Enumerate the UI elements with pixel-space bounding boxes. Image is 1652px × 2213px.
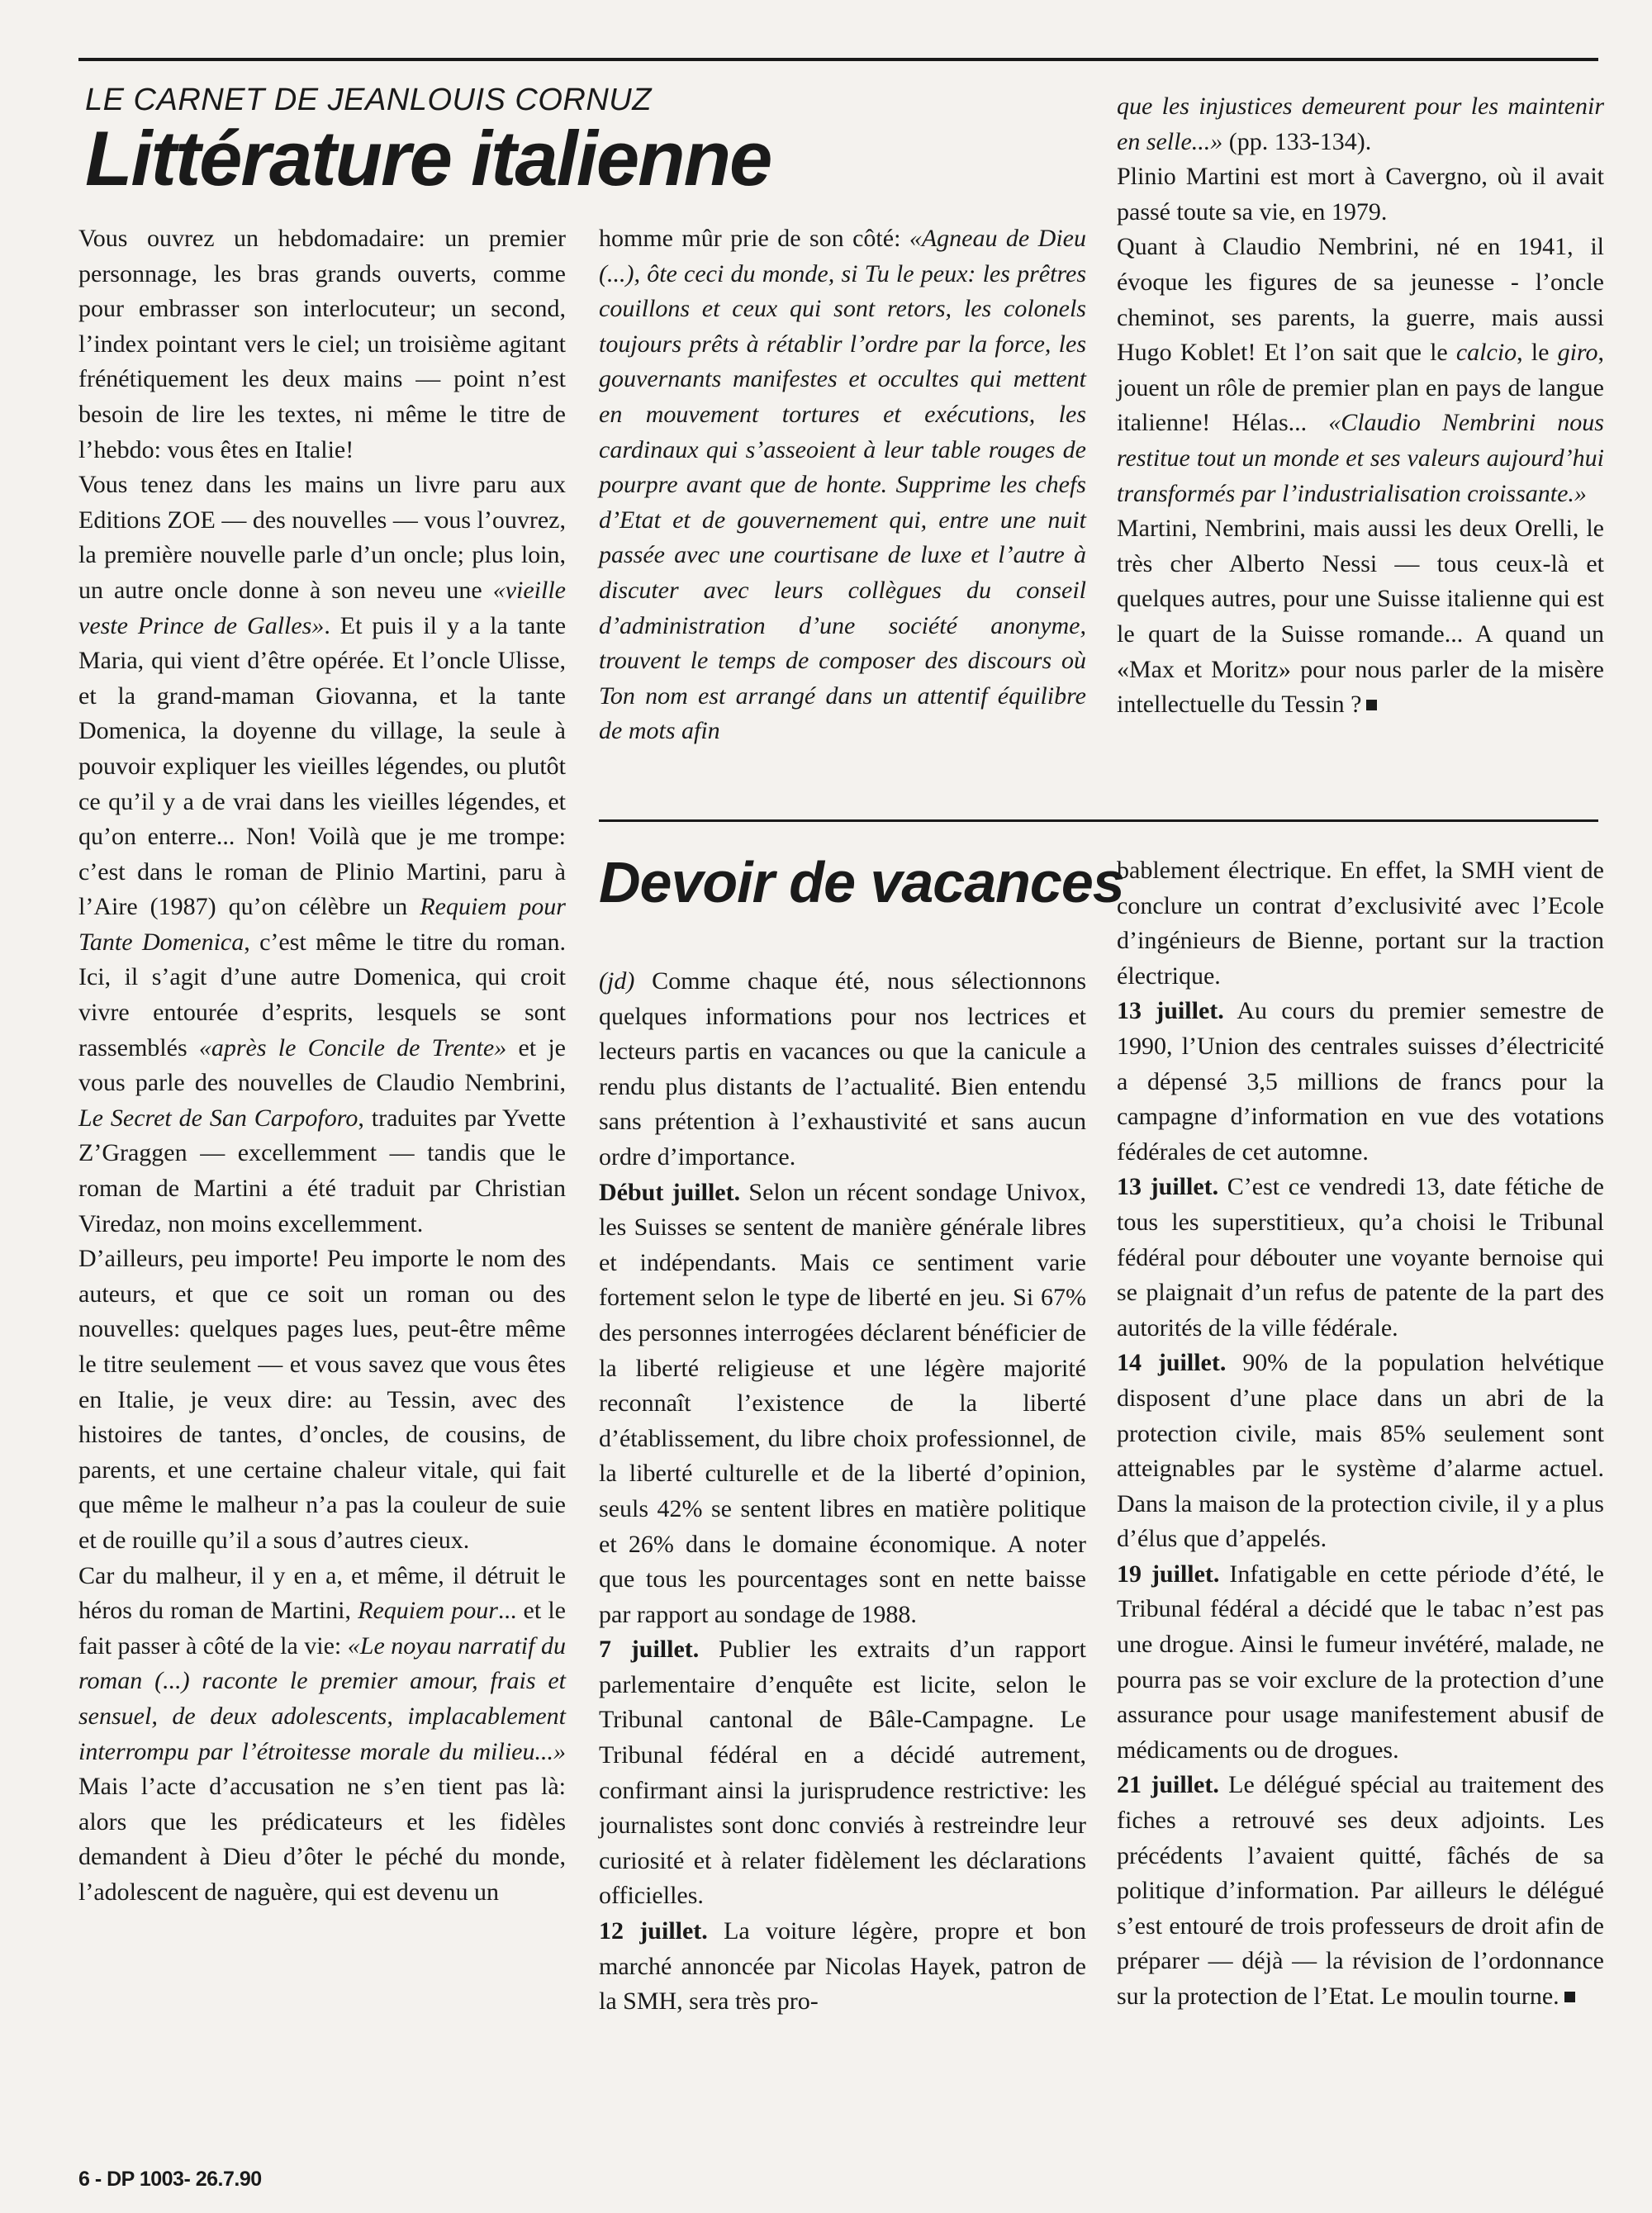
article1-column-2 xyxy=(599,221,1086,749)
text-run: (pp. 133-134). xyxy=(1222,127,1372,155)
article2-column-1 xyxy=(599,964,1086,2020)
quote: «vieille veste Prince de Galles» xyxy=(78,576,566,639)
text-run: 90% de la population helvétique disposent d’une place dans un abri de la protection civile, mais 85% seulement sont atteignables par le système d’alarme actuel. Dans la maison de la protection civile, il y a plus d’élus que d’appelés. xyxy=(1117,1349,1604,1553)
text-run: Infatigable en cette période d’été, le Tribunal fédéral a décidé que le tabac n’est pas une drogue. Ainsi le fumeur invétéré, malade, ne pourra pas se voir exclure de la protection d’une assurance pour usage manifestement abusif de médicaments ou de drogues. xyxy=(1117,1560,1604,1764)
text-run: Le délégué spécial au traitement des fiches a retrouvé ses deux adjoints. Les précédents l’avaient quitté, fâchés de sa politique d’information. Par ailleurs le délégué s’est entouré de trois professeurs de droit afin de préparer — déjà — la révision de l’ordonnance sur la protection de l’Etat. Le moulin tourne. xyxy=(1117,1771,1604,2010)
text-run: Martini, Nembrini, mais aussi les deux Orelli, le très cher Alberto Nessi — tous ceux-là et quelques autres, pour une Suisse italienne qui est le quart de la Suisse romande... A quand un «Max et Moritz» pour nous parler de la misère intellectuelle du Tessin ? xyxy=(1117,515,1604,719)
text-run: C’est ce vendredi 13, date fétiche de tous les superstitieux, qu’a choisi le Tribunal fédéral pour débouter une voyante bernoise qui se plaignait d’un refus de patente de la part des autorités de la ville fédérale. xyxy=(1117,1173,1604,1342)
date-label: 7 juillet. xyxy=(599,1636,700,1664)
date-label: 13 juillet. xyxy=(1117,997,1224,1025)
text-run: Vous tenez dans les mains un livre paru aux Editions ZOE — des nouvelles — vous l’ouvrez, la première nouvelle parle d’un oncle; plus loin, un autre oncle donne à son neveu une xyxy=(78,471,566,604)
quote: que les injustices demeurent pour les maintenir en selle...» xyxy=(1117,93,1604,155)
italic-term: calcio xyxy=(1455,339,1517,367)
book-title: Requiem pour xyxy=(358,1597,498,1625)
article-title: Littérature italienne xyxy=(85,115,771,202)
italic-term: giro xyxy=(1557,339,1598,367)
text-run: , le xyxy=(1517,339,1558,367)
paragraph xyxy=(599,964,1086,1175)
text-run: et je vous parle des nouvelles de Claudio Nembrini, xyxy=(78,1033,566,1097)
news-item xyxy=(1117,1768,1604,2014)
paragraph: bablement électrique. En effet, la SMH vient de conclure un contrat d’exclusivité avec l’Ecole d’ingénieurs de Bienne, portant sur la traction électrique. xyxy=(1117,857,1604,990)
news-item xyxy=(1117,1557,1604,1769)
text-run: Mais l’acte d’accusation ne s’en tient pas là: alors que les prédicateurs et les fidèles demandent à Dieu d’ôter le péché du monde, l’adolescent de naguère, qui est devenu un xyxy=(78,1773,566,1906)
paragraph xyxy=(599,221,1086,749)
end-mark-icon xyxy=(1564,1992,1575,2002)
news-item xyxy=(1117,994,1604,1170)
text-run: , traduites par Yvette Z’Graggen — excellemment — tandis que le roman de Martini a été traduit par Christian Viredaz, non moins excellemment. xyxy=(78,1104,566,1237)
paragraph xyxy=(78,468,566,1242)
article2-column-2 xyxy=(1117,853,1604,2015)
column-kicker: LE CARNET DE JEANLOUIS CORNUZ xyxy=(85,83,652,117)
news-item xyxy=(1117,1170,1604,1346)
book-title: Requiem pour Tante Domenica xyxy=(78,893,566,956)
text-run: Quant à Claudio Nembrini, né en 1941, il évoque les figures de sa jeunesse - l’oncle cheminot, ses parents, la guerre, mais aussi Hugo Koblet! Et l’on sait que le xyxy=(1117,233,1604,367)
author-initials: (jd) xyxy=(599,967,635,995)
top-rule xyxy=(78,58,1598,61)
news-item xyxy=(1117,1346,1604,1557)
section-rule xyxy=(599,819,1598,822)
date-label: Début juillet. xyxy=(599,1178,741,1206)
date-label: 13 juillet. xyxy=(1117,1173,1219,1201)
paragraph: Plinio Martini est mort à Cavergno, où il avait passé toute sa vie, en 1979. xyxy=(1117,163,1604,226)
text-run: Au cours du premier semestre de 1990, l’Union des centrales suisses d’électricité a dépensé 3,5 millions de francs pour la campagne d’information en vue des votations fédérales de cet automne. xyxy=(1117,997,1604,1166)
article1-column-3 xyxy=(1117,89,1604,723)
quote: «après le Concile de Trente» xyxy=(198,1033,507,1061)
paragraph xyxy=(78,1559,566,1911)
quote: «Le noyau narratif du roman (...) raconte le premier amour, frais et sensuel, de deux adolescents, implacablement interrompu par l’étroitesse morale du milieu...» xyxy=(78,1631,566,1765)
text-run: homme mûr prie de son côté: xyxy=(599,225,909,252)
news-item xyxy=(599,1632,1086,1914)
date-label: 12 juillet. xyxy=(599,1917,708,1945)
news-item xyxy=(599,1914,1086,2020)
text-run: La voiture légère, propre et bon marché annoncée par Nicolas Hayek, patron de la SMH, sera très pro- xyxy=(599,1917,1086,2016)
paragraph xyxy=(1117,89,1604,159)
text-run: Publier les extraits d’un rapport parlementaire d’enquête est licite, selon le Tribunal cantonal de Bâle-Campagne. Le Tribunal fédéral en a décidé autrement, confirmant ainsi la jurisprudence restrictive: les journalistes sont donc conviés à restreindre leur curiosité et à relater fidèlement les déclarations officielles. xyxy=(599,1636,1086,1910)
end-mark-icon xyxy=(1366,700,1377,710)
news-item xyxy=(599,1175,1086,1633)
date-label: 19 juillet. xyxy=(1117,1560,1220,1588)
quote: «Agneau de Dieu (...), ôte ceci du monde, si Tu le peux: les prêtres couillons et ceux qui sont retors, les colonels toujours prêts à rétablir l’ordre par la force, les gouvernants manifestes et occultes qui mettent en mouvement tortures et exécutions, les cardinaux qui s’asseoient à leur table rouges de pourpre avant que de honte. Supprime les chefs d’Etat et de gouvernement qui, entre une nuit passée avec une courtisane de luxe et l’autre à discuter avec leurs collègues du conseil d’administration d’une société anonyme, trouvent le temps de composer des discours où Ton nom est arrangé dans un attentif équilibre de mots afin xyxy=(599,225,1086,745)
text-run: ... et le fait passer à côté de la vie: xyxy=(78,1597,566,1660)
paragraph xyxy=(1117,230,1604,511)
paragraph: Vous ouvrez un hebdomadaire: un premier personnage, les bras grands ouverts, comme pour embrasser son interlocuteur; un second, l’index pointant vers le ciel; un troisième agitant frénétiquement les deux mains — point n’est besoin de lire les textes, ni même le titre de l’hebdo: vous êtes en Italie! xyxy=(78,225,566,463)
date-label: 21 juillet. xyxy=(1117,1771,1219,1799)
article1-column-1 xyxy=(78,221,566,1911)
quote: «Claudio Nembrini nous restitue tout un monde et ses valeurs aujourd’hui transformés par l’industrialisation croissante.» xyxy=(1117,409,1604,507)
book-title: Le Secret de San Carpoforo xyxy=(78,1104,358,1132)
paragraph: D’ailleurs, peu importe! Peu importe le nom des auteurs, et que ce soit un roman ou des nouvelles: quelques pages lues, peut-être même le titre seulement — et vous savez que vous êtes en Italie, je veux dire: au Tessin, avec des histoires de tantes, d’oncles, de cousins, de parents, et une certaine chaleur vitale, qui fait que même le malheur n’a pas la couleur de suie et de rouille qu’il a sous d’autres cieux. xyxy=(78,1245,566,1554)
text-run: , jouent un rôle de premier plan en pays de langue italienne! Hélas... xyxy=(1117,339,1604,437)
text-run: Comme chaque été, nous sélectionnons quelques informations pour nos lectrices et lecteurs partis en vacances ou que la canicule a rendu plus distants de l’actualité. Bien entendu sans prétention à l’exhaustivité et sans aucun ordre d’importance. xyxy=(599,967,1086,1171)
article-title: Devoir de vacances xyxy=(599,850,1124,914)
text-run: Car du malheur, il y en a, et même, il détruit le héros du roman de Martini, xyxy=(78,1561,566,1625)
text-run: Selon un récent sondage Univox, les Suisses se sentent de manière générale libres et indépendants. Mais ce sentiment varie fortement selon le type de liberté en jeu. Si 67% des personnes interrogées déclarent bénéficier de la liberté religieuse et une légère majorité reconnaît l’existence de la liberté d’établissement, du libre choix professionnel, de la liberté culturelle et de la liberté d’opinion, seuls 42% se sentent libres en matière politique et 26% dans le domaine économique. A noter que tous les pourcentages sont en nette baisse par rapport au sondage de 1988. xyxy=(599,1178,1086,1628)
text-run: . Et puis il y a la tante Maria, qui vient d’être opérée. Et l’oncle Ulisse, et la grand-maman Giovanna, et la tante Domenica, la doyenne du village, la seule à pouvoir expliquer les vieilles légendes, ou plutôt ce qu’il y a de vrai dans les vieilles légendes, et qu’on enterre... Non! Voilà que je me trompe: c’est dans le roman de Plinio Martini, paru à l’Aire (1987) qu’on célèbre un xyxy=(78,611,567,921)
paragraph xyxy=(1117,511,1604,723)
date-label: 14 juillet. xyxy=(1117,1349,1227,1377)
page-footer: 6 - DP 1003- 26.7.90 xyxy=(78,2168,262,2191)
text-run: , c’est même le titre du roman. Ici, il s’agit d’une autre Domenica, qui croit vivre entourée d’esprits, lesquels se sont rassemblés xyxy=(78,928,566,1061)
